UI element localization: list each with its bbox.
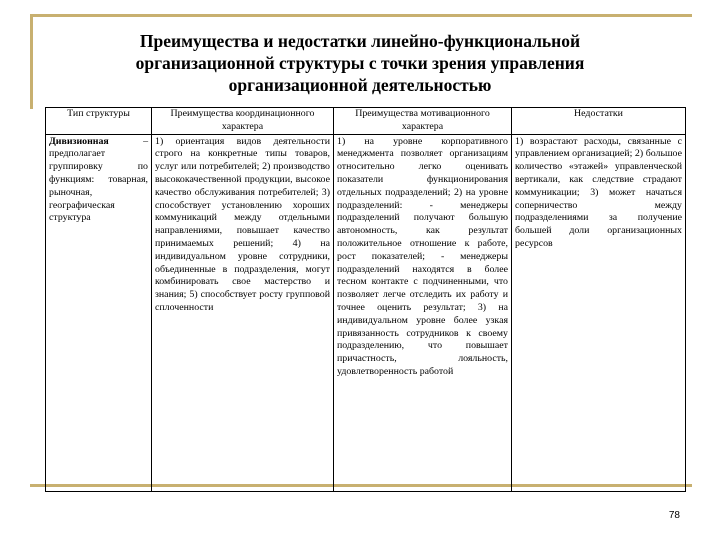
cell-motivation-advantages: 1) на уровне корпоративного менеджмента позволяет организациям относительно легко оценивать показатели функционирования отдельных подразделений; 2) на уровне подразделений: - менеджеры подразделений получают большую автономность, как результат положительное отношение к работе, рост показателей; - менеджеры подразделений находятся в более тесном контакте с подчиненными, что позволяет легче отследить их работу и точнее оценить результат; 3) на индивидуальном уровне более узкая привязанность сотрудников к своему подразделению, что повышает причастность, лояльность, удовлетворенность работой [334,134,512,491]
cell-disadvantages: 1) возрастают расходы, связанные с управлением организацией; 2) большое количество «этажей» управленческой вертикали, как следствие страдают коммуникации; 3) может начаться соперничество между подразделениями за получение большей доли организационных ресурсов [512,134,686,491]
slide-title-line-3: организационной деятельностью [228,75,492,95]
table-row [46,134,686,491]
cell-coordination-advantages: 1) ориентация видов деятельности строго на конкретные типы товаров, услуг или потребителей; 2) производство высококачественной продукции, высокое качество обслуживания потребителей; 3) способствует установлению хороших коммуникаций между отдельными направлениями, повышает качество принимаемых решений; 4) на индивидуальном уровне сотрудники, объединенные в подразделения, могут комбинировать свое мастерство и знания; 5) способствует росту групповой сплоченности [152,134,334,491]
slide-title [60,30,660,96]
structure-comparison-table [45,107,686,492]
header-disadvantages: Недостатки [512,108,686,135]
header-structure-type: Тип структуры [46,108,152,135]
structure-type-description: – предполагает группировку по функциям: товарная, рыночная, географическая структура [49,135,148,224]
slide-title-line-1: Преимущества и недостатки линейно-функциональной [139,31,581,51]
structure-type-name: Дивизионная [49,135,109,147]
table-header-row [46,108,686,135]
header-motivation-advantages: Преимущества мотивационного характера [334,108,512,135]
page-number: 78 [668,510,680,521]
slide-title-line-2: организационной структуры с точки зрения управления [135,53,585,73]
cell-structure-type [46,134,152,491]
decorative-frame-top [30,14,692,17]
decorative-frame-left [30,14,33,109]
header-coordination-advantages: Преимущества координационного характера [152,108,334,135]
